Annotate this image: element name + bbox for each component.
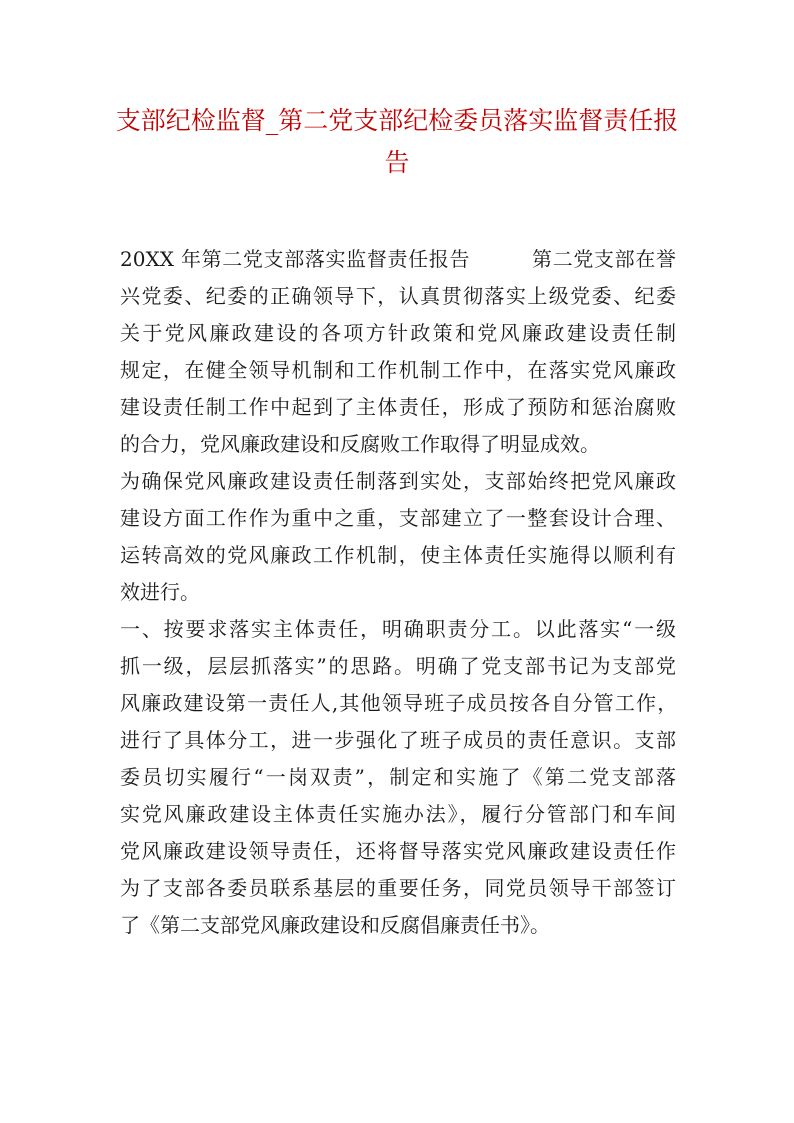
- body-line-15: 委员切实履行“一岗双责”，制定和实施了《第二党支部落: [120, 765, 676, 789]
- body-line-9: 运转高效的党风廉政工作机制，使主体责任实施得以顺利有: [120, 543, 676, 567]
- body-line-10: 效进行。: [120, 580, 200, 604]
- title-line-1: 支部纪检监督_第二党支部纪检委员落实监督责任报: [115, 106, 679, 135]
- body-line-3: 关于党风廉政建设的各项方针政策和党风廉政建设责任制: [120, 321, 676, 345]
- body-line-1: 20XX 年第二党支部落实监督责任报告 第二党支部在誉: [120, 247, 676, 271]
- body-line-14: 进行了具体分工，进一步强化了班子成员的责任意识。支部: [120, 728, 676, 752]
- body-line-4: 规定，在健全领导机制和工作机制工作中，在落实党风廉政: [120, 358, 676, 382]
- body-line-16: 实党风廉政建设主体责任实施办法》，履行分管部门和车间: [120, 802, 676, 826]
- body-line-6: 的合力，党风廉政建设和反腐败工作取得了明显成效。: [120, 432, 600, 456]
- document-title: [110, 100, 684, 184]
- body-line-17: 党风廉政建设领导责任，还将督导落实党风廉政建设责任作: [120, 839, 676, 863]
- body-line-7: 为确保党风廉政建设责任制落到实处，支部始终把党风廉政: [120, 469, 676, 493]
- body-line-13: 风廉政建设第一责任人,其他领导班子成员按各自分管工作，: [120, 691, 676, 715]
- title-line-2: 告: [384, 148, 410, 177]
- document-body: [120, 241, 676, 944]
- body-line-12: 抓一级，层层抓落实”的思路。明确了党支部书记为支部党: [120, 654, 676, 678]
- body-line-18: 为了支部各委员联系基层的重要任务，同党员领导干部签订: [120, 876, 676, 900]
- body-line-2: 兴党委、纪委的正确领导下，认真贯彻落实上级党委、纪委: [120, 284, 676, 308]
- body-line-8: 建设方面工作作为重中之重，支部建立了一整套设计合理、: [120, 506, 676, 530]
- body-line-11: 一、按要求落实主体责任，明确职责分工。以此落实“一级: [120, 617, 676, 641]
- body-line-5: 建设责任制工作中起到了主体责任，形成了预防和惩治腐败: [120, 395, 676, 419]
- body-line-19: 了《第二支部党风廉政建设和反腐倡廉责任书》。: [120, 913, 550, 937]
